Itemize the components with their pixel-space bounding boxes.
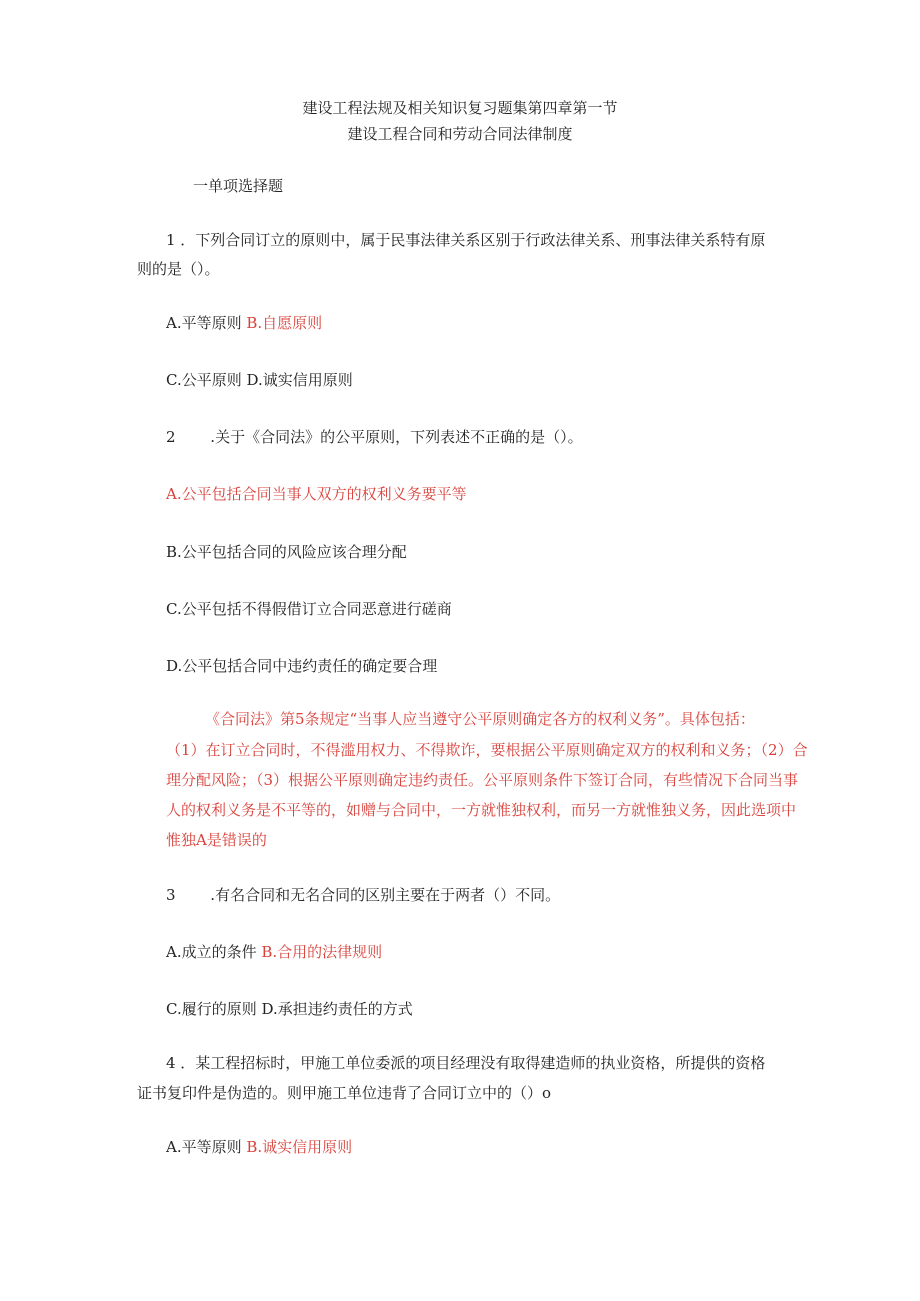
question-2-option-b: B.公平包括合同的风险应该合理分配 <box>166 543 407 561</box>
question-3-stem: 3 .有名合同和无名合同的区别主要在于两者（）不同。 <box>166 886 561 904</box>
question-1-stem-line-1: 1 ．下列合同订立的原则中，属于民事法律关系区别于行政法律关系、刑事法律关系特有原 <box>166 231 766 249</box>
question-2-option-d: D.公平包括合同中违约责任的确定要合理 <box>166 657 438 675</box>
question-4-stem-line-2: 证书复印件是伪造的。则甲施工单位违背了合同订立中的（）o <box>137 1084 552 1102</box>
document-title-line-1: 建设工程法规及相关知识复习题集第四章第一节 <box>302 99 618 117</box>
question-3-option-b-answer: B.合用的法律规则 <box>261 943 383 961</box>
question-2-option-c: C.公平包括不得假借订立合同恶意进行磋商 <box>166 600 452 618</box>
question-1-options-cd: C.公平原则 D.诚实信用原则 <box>166 371 353 389</box>
question-2-stem: 2 .关于《合同法》的公平原则，下列表述不正确的是（）。 <box>166 428 583 446</box>
question-3-options-cd: C.履行的原则 D.承担违约责任的方式 <box>166 1000 413 1018</box>
question-2-option-a-answer: A.公平包括合同当事人双方的权利义务要平等 <box>166 485 467 503</box>
question-4-stem-line-1: 4 ．某工程招标时，甲施工单位委派的项目经理没有取得建造师的执业资格，所提供的资格 <box>166 1054 766 1072</box>
question-2-explanation-line-4: 人的权利义务是不平等的，如赠与合同中，一方就惟独权利，而另一方就惟独义务，因此选项中 <box>166 801 797 819</box>
question-4-options-ab <box>166 1137 352 1157</box>
question-3-options-ab <box>166 942 382 962</box>
question-2-explanation-line-5: 惟独A是错误的 <box>166 831 267 849</box>
question-1-option-b-answer: B.自愿原则 <box>246 314 323 332</box>
question-2-explanation-line-1: 《合同法》第5条规定“当事人应当遵守公平原则确定各方的权利义务”。具体包括： <box>205 710 755 728</box>
question-1-option-a: A.平等原则 <box>166 314 242 332</box>
question-3-option-a: A.成立的条件 <box>166 943 257 961</box>
section-heading: 一单项选择题 <box>193 177 284 195</box>
question-2-explanation-line-3: 理分配风险；（3）根据公平原则确定违约责任。公平原则条件下签订合同，有些情况下合同当事 <box>166 771 799 789</box>
document-title-line-2: 建设工程合同和劳动合同法律制度 <box>347 125 573 143</box>
question-4-option-b-answer: B.诚实信用原则 <box>246 1138 353 1156</box>
question-1-stem-line-2: 则的是（）。 <box>137 260 220 278</box>
question-1-options-ab <box>166 313 322 333</box>
question-4-option-a: A.平等原则 <box>166 1138 242 1156</box>
question-2-explanation-line-2: （1）在订立合同时，不得滥用权力、不得欺诈，要根据公平原则确定双方的权利和义务；（2）合 <box>166 741 808 759</box>
